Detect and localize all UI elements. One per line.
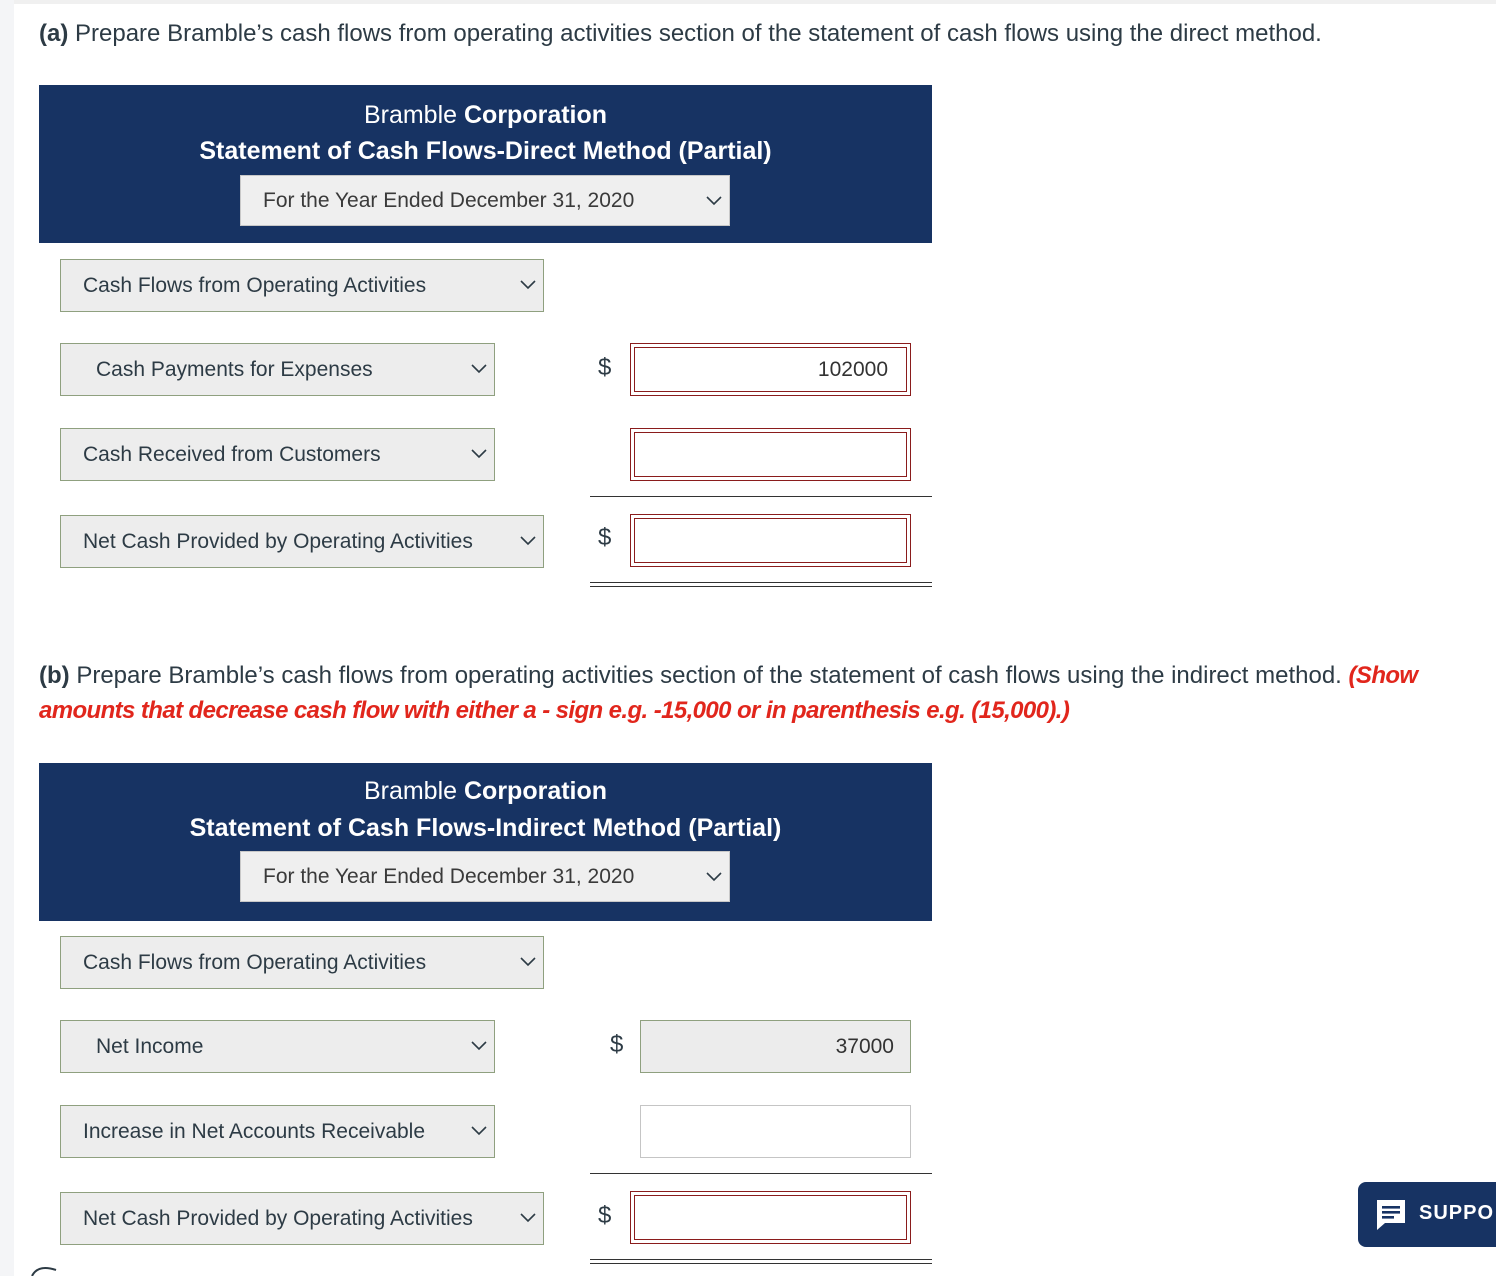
question-b-instruction: Prepare Bramble’s cash flows from operating activities section of the statement of cash flows using the indirect method. xyxy=(76,662,1342,689)
question-a-instruction: Prepare Bramble’s cash flows from operating activities section of the statement of cash flows using the direct method. xyxy=(75,20,1322,47)
dollar-sign: $ xyxy=(598,524,612,551)
question-b-text xyxy=(39,658,1479,728)
company-name xyxy=(39,101,932,130)
statement-title: Statement of Cash Flows-Indirect Method (Partial) xyxy=(189,814,782,842)
partial-icon xyxy=(30,1262,60,1276)
row-select-a1-value: Cash Payments for Expenses xyxy=(96,358,373,381)
total-double-rule-bottom xyxy=(590,1263,932,1264)
amount-input-a2[interactable] xyxy=(630,428,911,481)
row-select-a2-value: Cash Received from Customers xyxy=(83,443,381,466)
row-select-a3-value: Net Cash Provided by Operating Activities xyxy=(83,530,473,553)
total-double-rule-bottom xyxy=(590,586,932,587)
company-first: Bramble xyxy=(363,101,458,129)
chevron-down-icon xyxy=(705,192,723,210)
amount-input-a1[interactable] xyxy=(630,343,911,396)
section-select-a-value: Cash Flows from Operating Activities xyxy=(83,274,427,297)
chevron-down-icon xyxy=(519,1209,537,1227)
total-double-rule-top xyxy=(590,582,932,583)
amount-input-a3[interactable] xyxy=(630,514,911,567)
amount-input-b3-value xyxy=(634,1195,907,1240)
row-select-a3[interactable] xyxy=(60,515,544,568)
row-select-a2[interactable] xyxy=(60,428,495,481)
dollar-sign: $ xyxy=(610,1031,624,1058)
top-divider xyxy=(14,0,1496,4)
section-select-a[interactable] xyxy=(60,259,544,312)
company-second: Corporation xyxy=(464,777,608,805)
amount-input-a1-value: 102000 xyxy=(634,347,907,392)
amount-input-b1[interactable]: 37000 xyxy=(640,1020,911,1073)
dollar-sign: $ xyxy=(598,1202,612,1229)
row-select-b2[interactable] xyxy=(60,1105,495,1158)
chevron-down-icon xyxy=(470,360,488,378)
total-double-rule-top xyxy=(590,1259,932,1260)
question-a-label: (a) xyxy=(39,20,69,47)
amount-input-b2[interactable] xyxy=(640,1105,911,1158)
period-select-value: For the Year Ended December 31, 2020 xyxy=(263,865,635,888)
row-select-b3-value: Net Cash Provided by Operating Activities xyxy=(83,1207,473,1230)
section-select-b-value: Cash Flows from Operating Activities xyxy=(83,951,427,974)
row-select-b1-value: Net Income xyxy=(96,1035,204,1058)
amount-input-a2-value xyxy=(634,432,907,477)
chevron-down-icon xyxy=(470,1037,488,1055)
chevron-down-icon xyxy=(519,953,537,971)
chat-icon xyxy=(1374,1197,1408,1233)
amount-input-a3-value xyxy=(634,518,907,563)
support-button[interactable] xyxy=(1358,1182,1496,1247)
left-gutter xyxy=(0,0,14,1276)
dollar-sign: $ xyxy=(598,354,612,381)
row-select-b1[interactable] xyxy=(60,1020,495,1073)
chevron-down-icon xyxy=(519,276,537,294)
statement-a-header xyxy=(39,85,932,243)
section-select-b[interactable] xyxy=(60,936,544,989)
chevron-down-icon xyxy=(705,868,723,886)
period-select[interactable] xyxy=(240,175,730,226)
chevron-down-icon xyxy=(470,1122,488,1140)
amount-input-b3[interactable] xyxy=(630,1191,911,1244)
row-select-b3[interactable] xyxy=(60,1192,544,1245)
row-select-a1[interactable] xyxy=(60,343,495,396)
question-b-hint: (Show amounts that decrease cash flow with either a - sign e.g. -15,000 or in parenthesis e.g. (15,000).) xyxy=(39,662,1418,724)
company-name xyxy=(39,777,932,806)
statement-title: Statement of Cash Flows-Direct Method (Partial) xyxy=(199,137,772,165)
period-select[interactable] xyxy=(240,851,730,902)
company-second: Corporation xyxy=(464,101,608,129)
question-b-label: (b) xyxy=(39,662,70,689)
subtotal-rule xyxy=(590,1173,932,1174)
row-select-b2-value: Increase in Net Accounts Receivable xyxy=(83,1120,426,1143)
support-button-label: SUPPO xyxy=(1419,1202,1495,1224)
subtotal-rule xyxy=(590,496,932,497)
period-select-value: For the Year Ended December 31, 2020 xyxy=(263,189,635,212)
chevron-down-icon xyxy=(470,445,488,463)
statement-b-header xyxy=(39,763,932,921)
chevron-down-icon xyxy=(519,532,537,550)
question-a-text xyxy=(39,16,1322,51)
company-first: Bramble xyxy=(363,777,458,805)
